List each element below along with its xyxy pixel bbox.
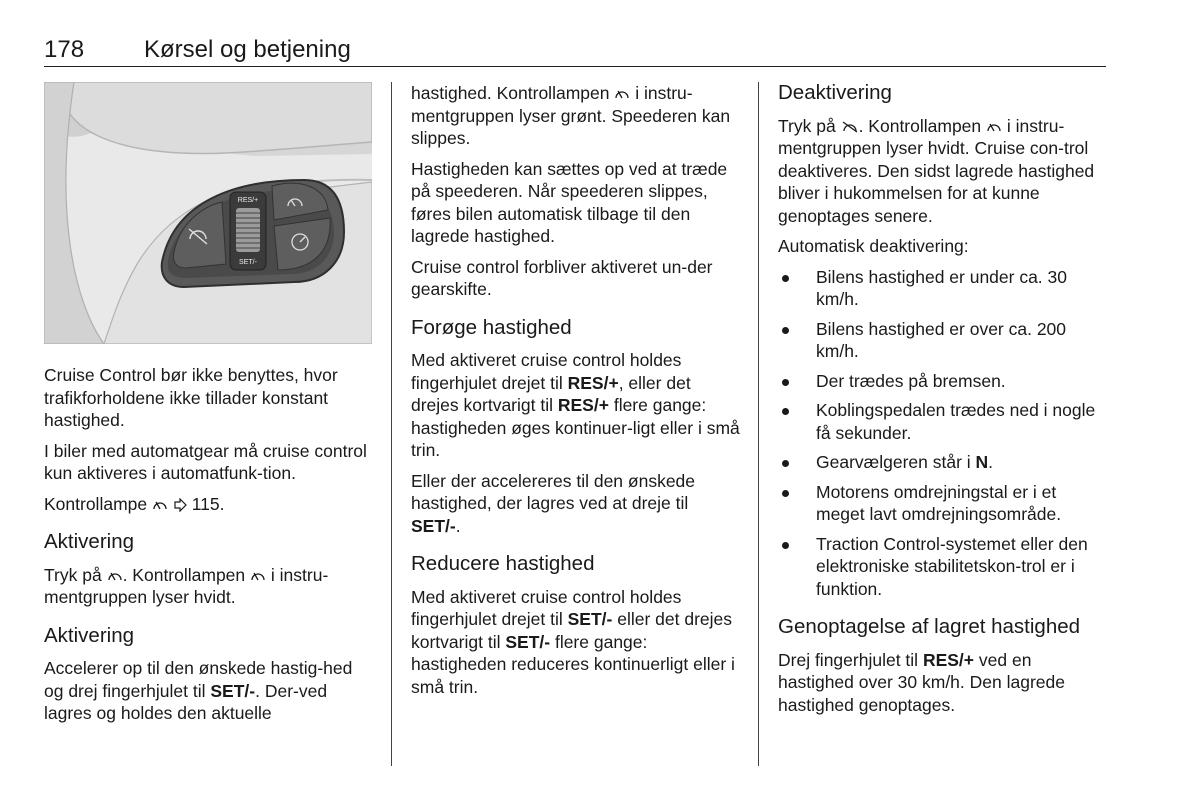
list-item <box>778 370 1108 393</box>
chapter-title: Kørsel og betjening <box>144 36 351 63</box>
list-item <box>778 481 1108 526</box>
paragraph <box>778 649 1108 717</box>
text-span: i instru-mentgruppen lyser hvidt. <box>44 564 329 607</box>
column-divider <box>758 82 759 766</box>
list-item-text: Motorens omdrejningstal er i et meget lavt omdrejningsområde. <box>816 481 1062 524</box>
text-span: Accelerer op til den ønskede hastig-hed og drej fingerhjulet til <box>44 658 353 701</box>
paragraph <box>411 586 741 699</box>
column-2 <box>411 82 741 706</box>
list-item-text: Koblingspedalen trædes ned i nogle få sekunder. <box>816 400 1096 443</box>
bullet-icon <box>782 460 789 467</box>
column-3 <box>778 82 1108 724</box>
text-span: eller det drejes kortvarigt til <box>411 609 733 652</box>
section-heading: Aktivering <box>44 623 135 647</box>
text-span: ved en hastighed over 30 km/h. Den lagrede hastighed genoptages. <box>778 649 1065 715</box>
set-label: SET/- <box>239 259 257 266</box>
page-reference-arrow-icon <box>173 498 187 512</box>
bold-term: RES/+ <box>922 649 975 670</box>
cruise-control-icon <box>986 120 1002 134</box>
column-divider <box>391 82 392 766</box>
paragraph <box>44 564 376 609</box>
list-item <box>778 399 1108 444</box>
text-span: Kontrollampe <box>44 493 148 514</box>
list-item <box>778 451 1108 474</box>
paragraph: Cruise control forbliver aktiveret un-der gearskifte. <box>411 256 713 299</box>
text-span: Tryk på <box>778 115 836 136</box>
paragraph <box>44 657 376 725</box>
section-heading: Reducere hastighed <box>411 552 595 575</box>
text-span: Med aktiveret cruise control holdes fingerhjulet drejet til <box>411 586 682 629</box>
steering-wheel-figure <box>44 82 372 344</box>
bold-term: RES/+ <box>567 372 619 393</box>
list-item <box>778 266 1108 311</box>
text-span: . Kontrollampen <box>122 564 246 585</box>
list-item-text: Bilens hastighed er under ca. 30 km/h. <box>816 266 1067 309</box>
paragraph <box>411 82 741 150</box>
section-heading: Aktivering <box>44 530 135 553</box>
text-span: i instru-mentgruppen lyser grønt. Speederen kan slippes. <box>411 83 731 148</box>
text-span: Tryk på <box>44 564 102 585</box>
paragraph: Hastigheden kan sættes op ved at træde på speederen. Når speederen slippes, føres bilen automatisk tilbage til den lagrede hastighed. <box>411 158 728 246</box>
list-item-text: Gearvælgeren står i <box>816 452 971 472</box>
paragraph: I biler med automatgear må cruise control kun aktiveres i automatfunk-tion. <box>44 440 367 483</box>
section-heading: Genoptagelse af lagret hastighed <box>778 615 1081 638</box>
section-heading: Forøge hastighed <box>411 315 572 339</box>
text-span: flere gange: hastigheden øges kontinuer-ligt eller i små trin. <box>411 395 740 460</box>
paragraph <box>778 115 1108 228</box>
bold-term: SET/- <box>567 609 613 629</box>
text-span: hastighed. Kontrollampen <box>411 83 610 103</box>
cruise-control-icon <box>614 87 630 101</box>
column-1 <box>44 82 376 733</box>
bullet-icon <box>782 490 789 497</box>
res-label: RES/+ <box>237 197 259 204</box>
page-header <box>44 34 1106 67</box>
text-span: i instru-mentgruppen lyser hvidt. Cruise con-trol deaktiveres. Den sidst lagrede hastighed bliver i hukommelsen for at kunne genoptages senere. <box>778 115 1095 226</box>
list-item-text: Bilens hastighed er over ca. 200 km/h. <box>816 318 1067 361</box>
bullet-icon <box>782 275 789 282</box>
cruise-control-icon <box>107 569 123 583</box>
text-span: Eller der accelereres til den ønskede hastighed, der lagres ved at dreje til <box>411 470 696 513</box>
list-item-text: Der trædes på bremsen. <box>816 370 1006 391</box>
bullet-list <box>778 266 1108 601</box>
bullet-icon <box>782 379 789 386</box>
cruise-control-icon <box>250 569 266 583</box>
text-span: flere gange: hastigheden reduceres kontinuerligt eller i små trin. <box>411 631 735 697</box>
text-span: , eller det drejes kortvarigt til <box>411 372 691 415</box>
bullet-icon <box>782 408 789 415</box>
list-item <box>778 533 1108 601</box>
text-span: . <box>988 452 994 472</box>
list-item-text: Traction Control-systemet eller den elektroniske stabilitetskon-trol er i funktion. <box>816 533 1088 599</box>
text-span: Med aktiveret cruise control holdes fingerhjulet drejet til <box>411 350 682 393</box>
bold-term: SET/- <box>505 631 551 652</box>
paragraph <box>411 349 741 462</box>
paragraph <box>44 493 376 516</box>
cruise-cancel-icon <box>841 120 859 134</box>
bullet-icon <box>782 542 789 549</box>
text-span: . Kontrollampen <box>858 115 982 136</box>
steering-wheel-illustration <box>44 82 372 344</box>
bullet-icon <box>782 327 789 334</box>
bold-term: RES/+ <box>557 395 609 415</box>
paragraph: Cruise Control bør ikke benyttes, hvor trafikforholdene ikke tillader konstant hastighed. <box>44 365 338 430</box>
bold-term: SET/- <box>411 515 456 536</box>
text-span: Drej fingerhjulet til <box>778 649 919 670</box>
cruise-control-icon <box>152 498 168 512</box>
bold-term: N <box>975 452 989 472</box>
text-span: . <box>455 515 461 536</box>
bold-term: SET/- <box>210 680 256 701</box>
page-reference: 115. <box>191 493 225 514</box>
text-span: . Der-ved lagres og holdes den aktuelle <box>44 680 328 723</box>
paragraph <box>411 470 741 538</box>
paragraph: Automatisk deaktivering: <box>778 236 969 256</box>
page-number: 178 <box>44 36 85 63</box>
section-heading: Deaktivering <box>778 81 892 104</box>
list-item <box>778 318 1108 363</box>
